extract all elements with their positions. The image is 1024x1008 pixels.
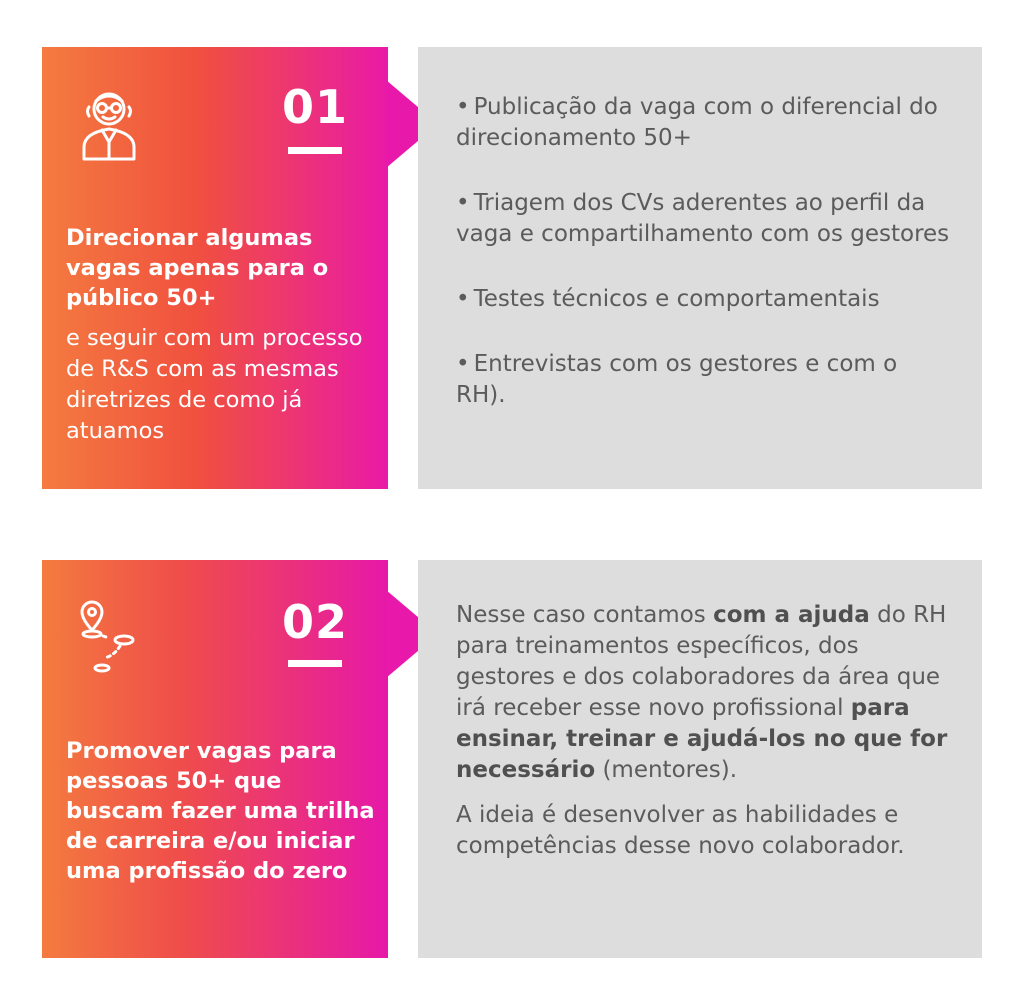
step-number: 02: [282, 595, 349, 649]
card-subtitle: e seguir com um processo de R&S com as mesmas diretrizes de como já atuamos: [66, 325, 363, 444]
details-panel-02: [418, 560, 982, 958]
elderly-person-icon: [76, 83, 142, 163]
card-title: Direcionar algumas vagas apenas para o público 50+: [66, 225, 329, 311]
number-underline: [288, 660, 342, 667]
list-item: • Entrevistas com os gestores e com o RH).: [456, 351, 898, 408]
card-02: [42, 560, 388, 958]
card-01: [42, 47, 388, 489]
card-title: Promover vagas para pessoas 50+ que buscam fazer uma trilha de carreira e/ou iniciar uma profissão do zero: [66, 738, 375, 884]
route-map-pin-icon: [76, 596, 142, 676]
step-number: 01: [282, 80, 349, 134]
list-item: • Triagem dos CVs aderentes ao perfil da vaga e compartilhamento com os gestores: [456, 190, 950, 247]
list-item: • Publicação da vaga com o diferencial do direcionamento 50+: [456, 94, 938, 151]
number-underline: [288, 147, 342, 154]
paragraph: A ideia é desenvolver as habilidades e competências desse novo colaborador.: [456, 802, 905, 859]
paragraph: Nesse caso contamos com a ajuda do RH para treinamentos específicos, dos gestores e dos colaboradores da área que irá receber esse novo profissional para ensinar, treinar e ajudá-los no que for necessário (mentores).: [456, 602, 948, 783]
list-item: • Testes técnicos e comportamentais: [456, 286, 880, 312]
details-panel-01: [418, 47, 982, 489]
